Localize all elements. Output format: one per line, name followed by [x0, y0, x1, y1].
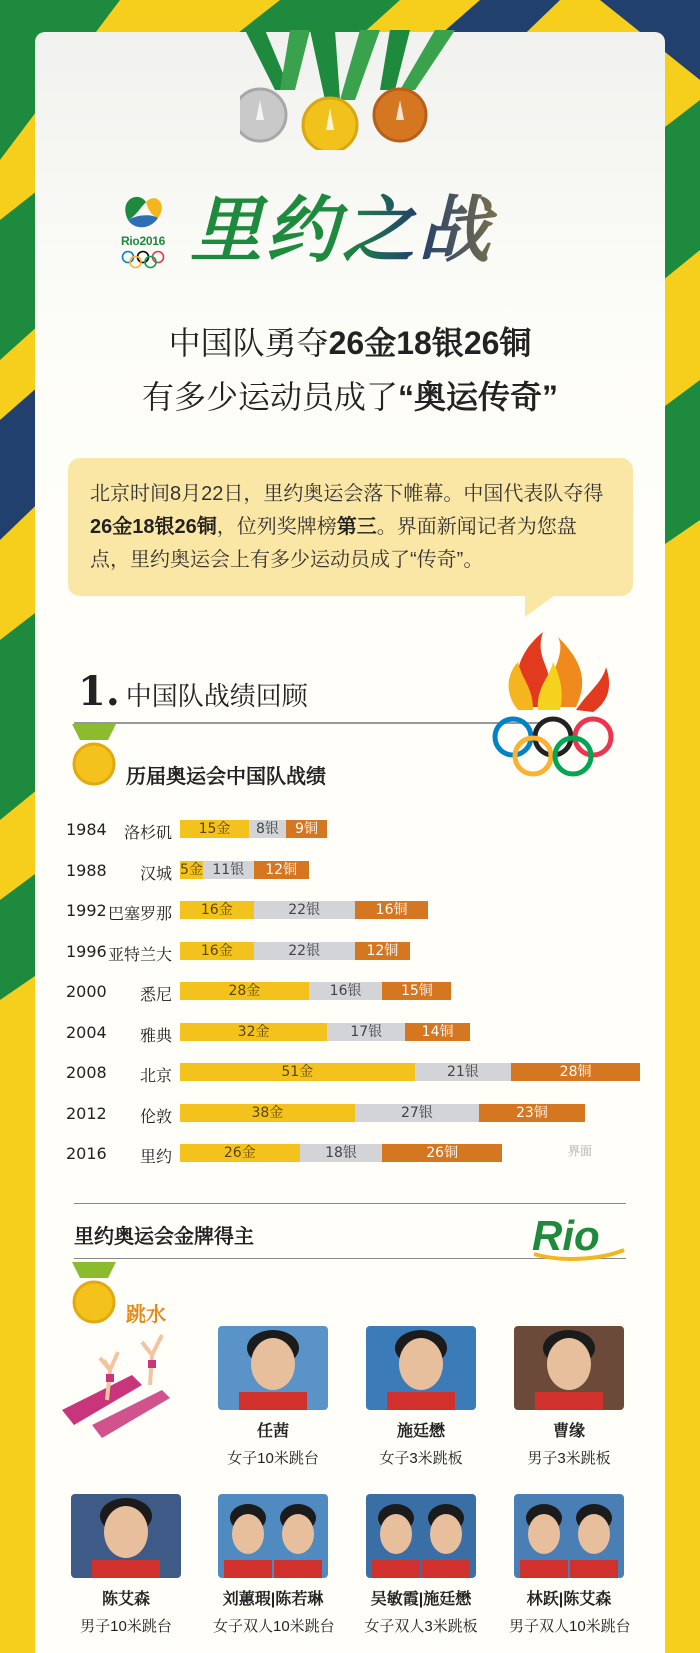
section1-heading: [78, 668, 308, 715]
headline-line2: 有多少运动员成了“奥运传奇”: [141, 379, 559, 415]
sport-diving-label: 跳水: [126, 1304, 166, 1326]
chart-bar-stack: [180, 1023, 470, 1041]
chart-year-label: 2000: [66, 982, 107, 1001]
gold-medal-icon-diving: [72, 1262, 116, 1326]
bar-gold-1984: 15金: [180, 820, 249, 838]
chart-row-1984: [60, 820, 660, 840]
chart-city-label: 伦敦: [139, 1106, 172, 1126]
olympic-rings-icon: [120, 250, 166, 270]
athlete-card: [509, 1494, 629, 1636]
chart-bar-stack: [180, 861, 309, 879]
athlete-photo: [71, 1494, 181, 1578]
chart-city-label: 北京: [139, 1066, 172, 1085]
bar-silver-2004: 17银: [327, 1023, 405, 1041]
athlete-event: 女子双人10米跳台: [213, 1618, 335, 1635]
bar-bronze-1992: 16铜: [355, 901, 429, 919]
athlete-card: [361, 1494, 481, 1636]
bar-gold-1996: 16金: [180, 942, 254, 960]
chart-city-label: 雅典: [139, 1025, 172, 1045]
chart-row-2008: [60, 1063, 660, 1083]
athlete-card: [361, 1326, 481, 1468]
bar-silver-2016: 18银: [300, 1144, 383, 1162]
athlete-name: 陈艾森: [101, 1591, 150, 1608]
athlete-photo: [218, 1326, 328, 1410]
bar-gold-1992: 16金: [180, 901, 254, 919]
bar-bronze-1988: 12铜: [254, 861, 309, 879]
chart-bar-stack: [180, 1104, 585, 1122]
bar-gold-2012: 38金: [180, 1104, 355, 1122]
chart-year-label: 2016: [66, 1144, 107, 1163]
chart-city-label: 巴塞罗那: [107, 904, 172, 923]
rio-wordmark-text: Rio: [532, 1212, 600, 1259]
chart-year-label: 2004: [66, 1022, 107, 1042]
section1-divider: [74, 722, 544, 724]
chart-year-label: 1984: [66, 820, 107, 839]
athlete-card: [66, 1494, 186, 1636]
athlete-name: 施廷懋: [396, 1423, 445, 1440]
chart-city-label: 里约: [139, 1147, 172, 1166]
athlete-card: [213, 1326, 333, 1468]
chart-row-1992: [60, 901, 660, 921]
chart-year-label: 1996: [66, 941, 107, 961]
athlete-photo: [514, 1326, 624, 1410]
chart-bar-stack: [180, 1063, 640, 1081]
bubble-tail: [525, 595, 555, 617]
athlete-event: 女子3米跳板: [379, 1450, 463, 1467]
rio2016-text: Rio2016: [121, 234, 165, 248]
bar-bronze-1996: 12铜: [355, 942, 410, 960]
section1-title: 中国队战绩回顾: [125, 681, 308, 711]
chart-year-label: 1992: [66, 901, 107, 920]
chart-row-2012: [60, 1104, 660, 1124]
athlete-name: 吴敏霞|施廷懋: [370, 1591, 472, 1608]
bar-silver-1992: 22银: [254, 901, 355, 919]
chart-row-2004: [60, 1023, 660, 1043]
athlete-photo: [514, 1494, 624, 1578]
athlete-photo: [366, 1326, 476, 1410]
athlete-event: 男子10米跳台: [80, 1618, 172, 1635]
chart-row-2000: [60, 982, 660, 1002]
athlete-name: 刘蕙瑕|陈若琳: [222, 1591, 324, 1608]
divers-illustration: [62, 1330, 182, 1440]
chart-bar-stack: [180, 942, 410, 960]
chart-row-1988: [60, 861, 660, 881]
chart-row-1996: [60, 942, 660, 962]
rio-wordmark-logo: [530, 1210, 626, 1262]
bar-bronze-2000: 15铜: [382, 982, 451, 1000]
section-divider: [74, 1203, 626, 1204]
chart-bar-stack: [180, 901, 428, 919]
bar-silver-2008: 21银: [415, 1063, 512, 1081]
athlete-photo: [218, 1494, 328, 1578]
chart-city-label: 悉尼: [139, 985, 172, 1004]
bar-gold-2008: 51金: [180, 1063, 415, 1081]
bar-silver-2000: 16银: [309, 982, 383, 1000]
bar-gold-1988: 5金: [180, 861, 203, 878]
chart-bar-stack: [180, 1144, 502, 1162]
bar-silver-2012: 27银: [355, 1104, 479, 1122]
bar-silver-1988: 11银: [203, 861, 254, 879]
bar-bronze-1984: 9铜: [286, 820, 327, 838]
gold-medal-icon: [72, 724, 116, 788]
chart-city-label: 洛杉矶: [123, 823, 172, 842]
bar-gold-2000: 28金: [180, 982, 309, 1000]
athlete-name: 曹缘: [552, 1423, 585, 1440]
athlete-card: [509, 1326, 629, 1468]
bar-bronze-2016: 26铜: [382, 1144, 502, 1162]
bar-silver-1996: 22银: [254, 942, 355, 960]
medals-illustration: [240, 30, 460, 150]
bar-silver-1984: 8银: [249, 820, 286, 838]
chart-year-label: 1988: [66, 860, 107, 880]
chart-city-label: 汉城: [139, 863, 172, 883]
gold-medalists-title: 里约奥运会金牌得主: [74, 1226, 254, 1248]
bar-bronze-2008: 28铜: [511, 1063, 640, 1081]
bar-bronze-2012: 23铜: [479, 1104, 585, 1122]
chart-bar-stack: [180, 982, 451, 1000]
bar-gold-2016: 26金: [180, 1144, 300, 1162]
athlete-event: 男子3米跳板: [527, 1450, 611, 1467]
athlete-name: 任茜: [256, 1423, 289, 1440]
intro-bubble: 北京时间8月22日，里约奥运会落下帷幕。中国代表队夺得26金18银26铜，位列奖牌榜第三。界面新闻记者为您盘点，里约奥运会上有多少运动员成了“传奇”。: [68, 458, 633, 596]
athlete-event: 女子双人3米跳板: [364, 1618, 478, 1635]
art-title: 里约之战: [190, 185, 570, 275]
chart-year-label: 2012: [66, 1103, 107, 1123]
bar-gold-2004: 32金: [180, 1023, 327, 1041]
chart-subtitle: 历届奥运会中国队战绩: [126, 766, 326, 788]
bar-bronze-2004: 14铜: [405, 1023, 469, 1041]
olympic-flame-icon: [488, 632, 618, 782]
athlete-card: [213, 1494, 333, 1636]
jiemian-watermark: 界面: [568, 1144, 593, 1158]
athlete-event: 男子双人10米跳台: [509, 1618, 631, 1635]
chart-city-label: 亚特兰大: [107, 944, 172, 964]
athlete-event: 女子10米跳台: [227, 1450, 319, 1467]
rio2016-logo: [108, 190, 178, 276]
athlete-photo: [366, 1494, 476, 1578]
chart-bar-stack: [180, 820, 327, 838]
chart-year-label: 2008: [66, 1063, 107, 1082]
rio-emblem-icon: [118, 190, 168, 232]
athlete-name: 林跃|陈艾森: [526, 1591, 612, 1608]
headline-line1: 中国队勇夺26金18银26铜: [168, 325, 532, 361]
section1-number: 1.: [78, 668, 120, 715]
